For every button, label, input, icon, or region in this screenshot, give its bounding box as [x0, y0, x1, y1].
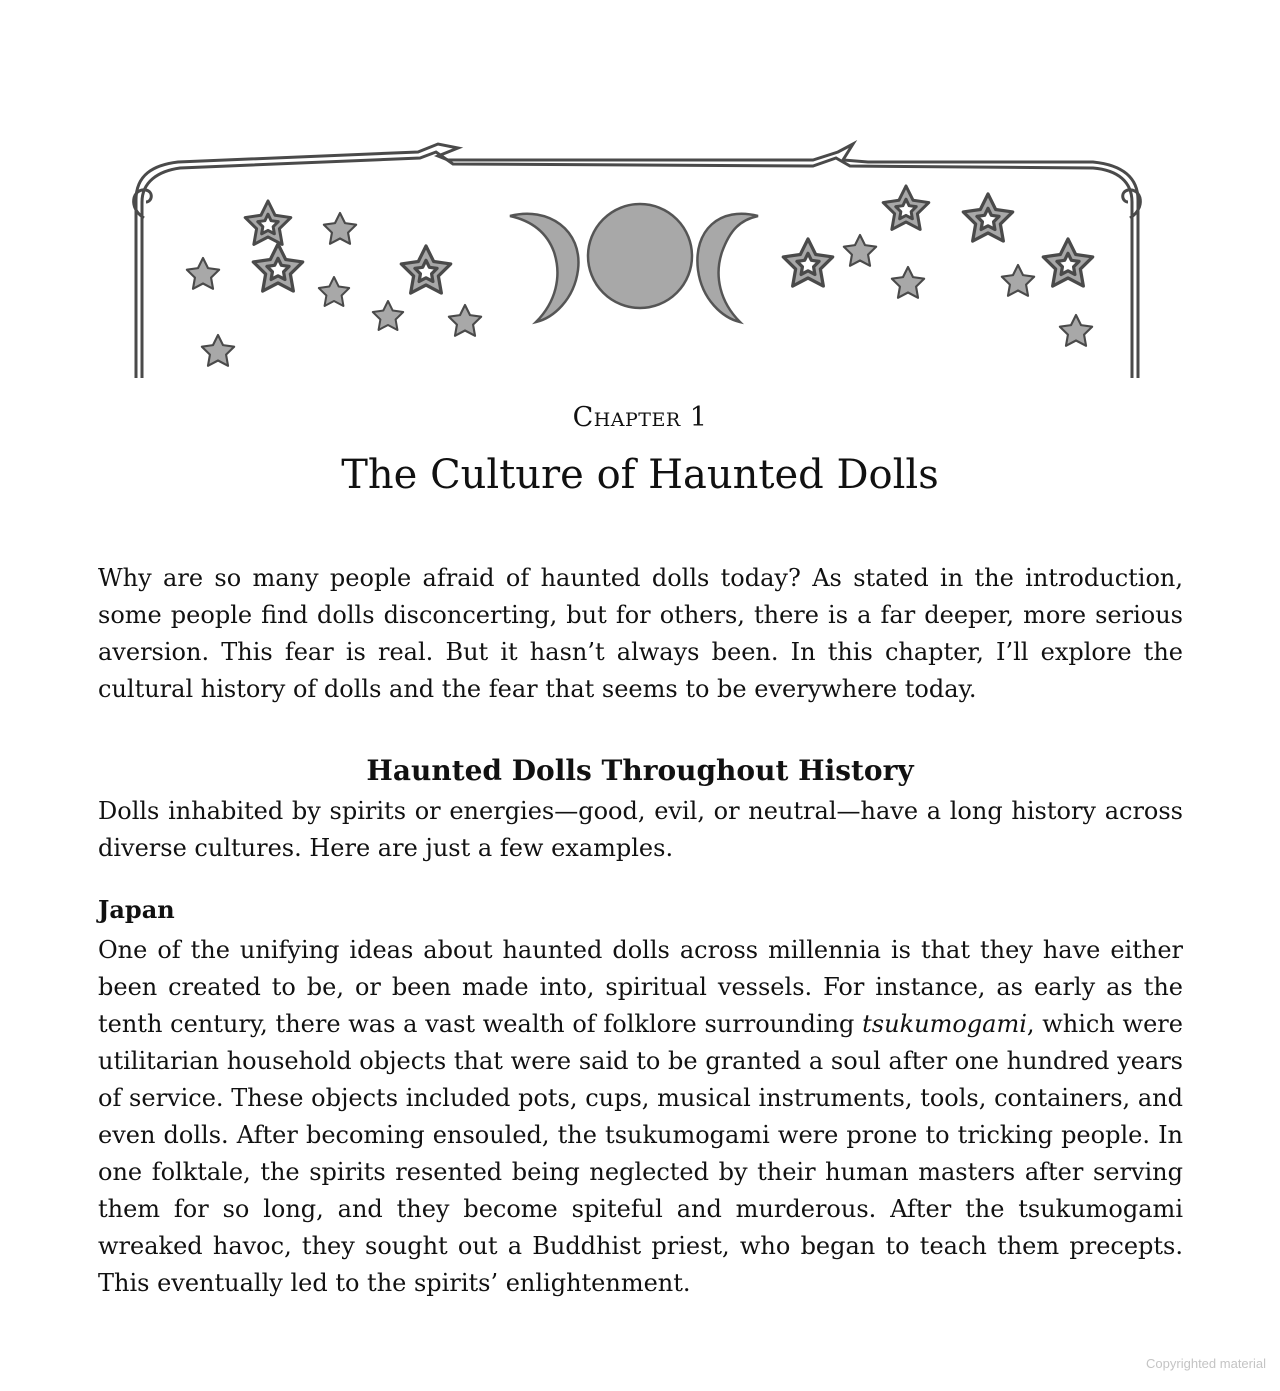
chapter-title: The Culture of Haunted Dolls — [341, 452, 939, 498]
intro-paragraph: Why are so many people afraid of haunted dolls today? As stated in the introduction, some people find dolls disconcerting, but for others, there is a far deeper, more serious aversion. This fear is real. But it hasn’t always been. In this chapter, I’ll explore the cultural history of dolls and the fear that seems to be everywhere today. — [98, 564, 1183, 703]
japan-paragraph — [98, 932, 1183, 1302]
section-paragraph: Dolls inhabited by spirits or energies—good, evil, or neutral—have a long history across diverse cultures. Here are just a few examples. — [98, 797, 1183, 862]
star-icon — [324, 213, 356, 244]
star-icon — [449, 305, 481, 336]
star-icon — [245, 201, 291, 244]
triple-moon-icon — [510, 204, 758, 322]
star-icon — [319, 277, 349, 306]
japan-text-after: , which were utilitarian household objects that were said to be granted a soul after one hundred years of service. These objects included pots, cups, musical instruments, tools, containers, and even dolls. After becoming ensouled, the tsukumogami were prone to tricking people. In one folktale, the spirits resented being neglected by their human masters after serving them for so long, and they become spiteful and murderous. After the tsukumogami wreaked havoc, they sought out a Buddhist priest, who began to teach them precepts. This eventually led to the spirits’ enlightenment. — [98, 1010, 1183, 1297]
japan-text-before: One of the unifying ideas about haunted dolls across millennia is that they have either been created to be, or been made into, spiritual vessels. For instance, as early as the tenth century, there was a vast wealth of folklore surrounding — [98, 936, 1183, 1038]
star-icon — [844, 235, 876, 266]
star-icon — [892, 267, 924, 298]
star-icon — [883, 186, 929, 229]
star-icon — [202, 335, 234, 366]
copyright-watermark: Copyrighted material — [1146, 1356, 1266, 1371]
star-icon — [401, 246, 450, 293]
full-moon-icon — [588, 204, 692, 308]
chapter-label: Chapter 1 — [572, 402, 708, 433]
star-icon — [253, 244, 302, 291]
subsection-heading-japan: Japan — [98, 895, 175, 924]
star-icon — [1002, 265, 1034, 296]
star-icon — [963, 194, 1012, 241]
japan-term-tsukumogami: tsukumogami — [862, 1010, 1027, 1038]
star-icon — [1043, 239, 1092, 286]
star-icon — [783, 239, 832, 286]
star-icon — [1060, 315, 1092, 346]
star-icon — [373, 301, 403, 330]
waning-crescent-icon — [697, 214, 758, 322]
section-heading: Haunted Dolls Throughout History — [366, 754, 914, 787]
star-icon — [187, 258, 219, 289]
waxing-crescent-icon — [510, 214, 578, 322]
chapter-ornament-frame — [108, 130, 1158, 382]
